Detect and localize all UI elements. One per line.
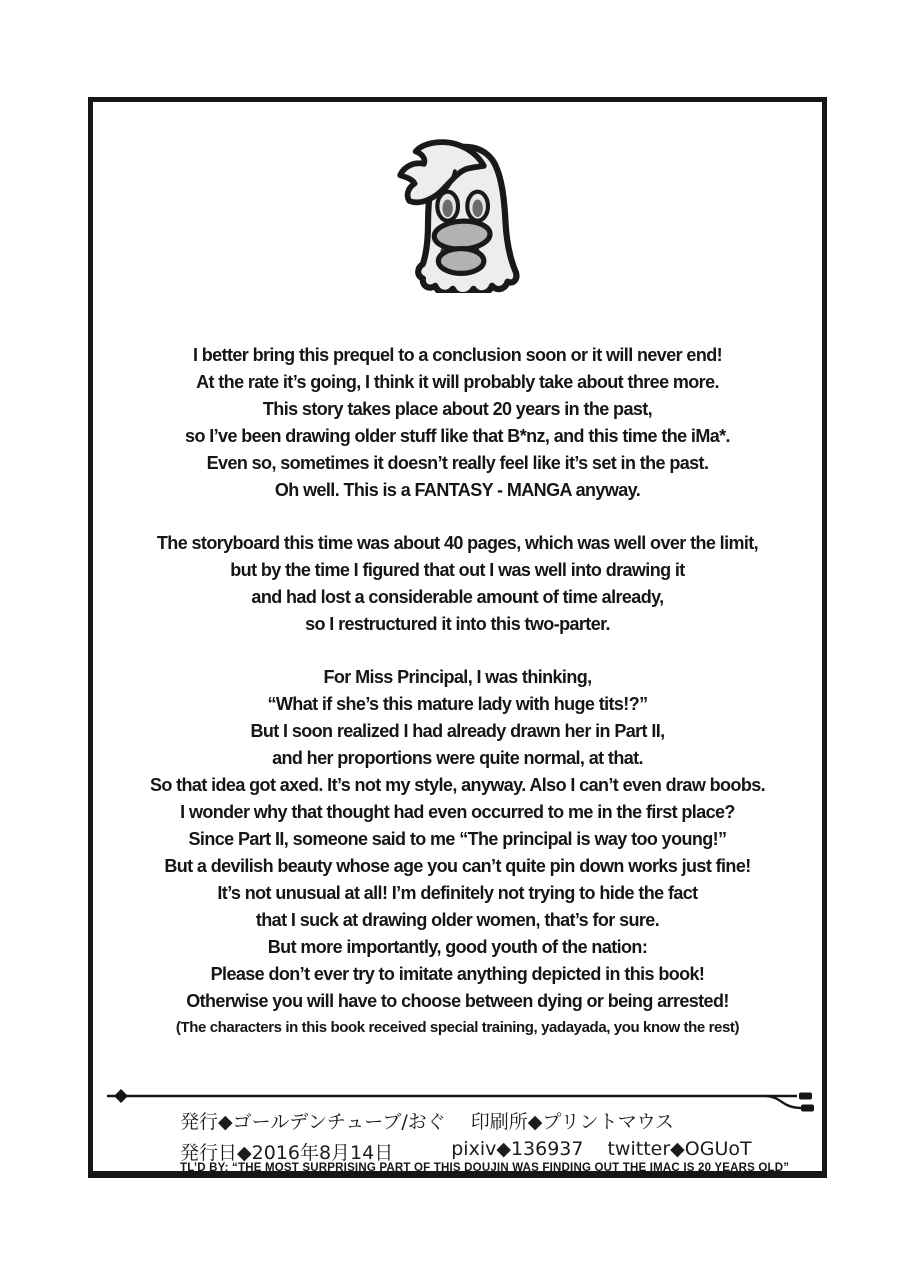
publisher-printer-line: 発行◆ゴールデンチューブ/おぐ 印刷所◆プリントマウス <box>180 1111 675 1133</box>
divider-plug-bottom <box>801 1105 814 1112</box>
afterword-line: and her proportions were quite normal, at that. <box>272 748 643 768</box>
divider-cable-curl <box>767 1096 802 1108</box>
divider-plug-top <box>799 1093 812 1100</box>
afterword-line: This story takes place about 20 years in the past, <box>262 399 653 419</box>
afterword-line: It’s not unusual at all! I’m definitely not trying to hide the fact <box>217 883 698 903</box>
afterword-line: so I restructured it into this two-parter. <box>305 614 610 634</box>
page-border-frame <box>88 97 827 1178</box>
afterword-line: For Miss Principal, I was thinking, <box>323 667 592 687</box>
afterword-paragraph-2 <box>93 530 822 638</box>
divider-diamond <box>114 1089 128 1103</box>
afterword-line: but by the time I figured that out I was well into drawing it <box>230 560 685 580</box>
publish-date: 発行日◆2016年8月14日 <box>180 1142 394 1164</box>
afterword-disclaimer-note: (The characters in this book received special training, yadayada, you know the rest) <box>175 1019 740 1036</box>
translator-note: TL’D BY: “THE MOST SURPRISING PART OF THIS DOUJIN WAS FINDING OUT THE IMAC IS 20 YEARS OLD” <box>180 1162 790 1174</box>
afterword-line: Since Part II, someone said to me “The principal is way too young!” <box>188 829 727 849</box>
afterword-line: But a devilish beauty whose age you can’t quite pin down works just fine! <box>164 856 751 876</box>
afterword-line: Oh well. This is a FANTASY - MANGA anyway. <box>274 480 641 500</box>
ghost-mascot-drawing <box>385 138 530 293</box>
afterword-line: So that idea got axed. It’s not my style, anyway. Also I can’t even draw boobs. <box>149 775 766 795</box>
afterword-line: Even so, sometimes it doesn’t really feel like it’s set in the past. <box>206 453 709 473</box>
publication-date-line <box>180 1138 752 1165</box>
afterword-line: Please don’t ever try to imitate anything depicted in this book! <box>210 964 705 984</box>
mascot-upper-lip <box>433 220 490 251</box>
afterword-line: But more importantly, good youth of the nation: <box>267 937 648 957</box>
afterword-line: The storyboard this time was about 40 pages, which was well over the limit, <box>156 533 759 553</box>
mascot-left-pupil <box>442 199 452 217</box>
afterword-line: But I soon realized I had already drawn her in Part II, <box>250 721 665 741</box>
afterword-line: I better bring this prequel to a conclusion soon or it will never end! <box>192 345 723 365</box>
afterword-line: so I’ve been drawing older stuff like that B*nz, and this time the iMa*. <box>185 426 730 446</box>
afterword-line: Otherwise you will have to choose between dying or being arrested! <box>186 991 729 1011</box>
afterword-line: that I suck at drawing older women, that’s for sure. <box>255 910 660 930</box>
mascot-lower-lip <box>438 249 483 274</box>
ghost-mascot <box>385 138 530 298</box>
mascot-right-pupil <box>472 199 482 217</box>
afterword-paragraph-3 <box>93 664 822 1041</box>
afterword-line: “What if she’s this mature lady with huge tits!?” <box>267 694 648 714</box>
afterword-text <box>93 342 822 1067</box>
afterword-paragraph-1 <box>93 342 822 504</box>
afterword-line: and had lost a considerable amount of time already, <box>251 587 664 607</box>
pixiv-id: pixiv◆136937 <box>451 1138 584 1160</box>
afterword-line: I wonder why that thought had even occurred to me in the first place? <box>180 802 735 822</box>
twitter-handle: twitter◆OGUoT <box>607 1138 752 1160</box>
afterword-line: At the rate it’s going, I think it will probably take about three more. <box>196 372 719 392</box>
